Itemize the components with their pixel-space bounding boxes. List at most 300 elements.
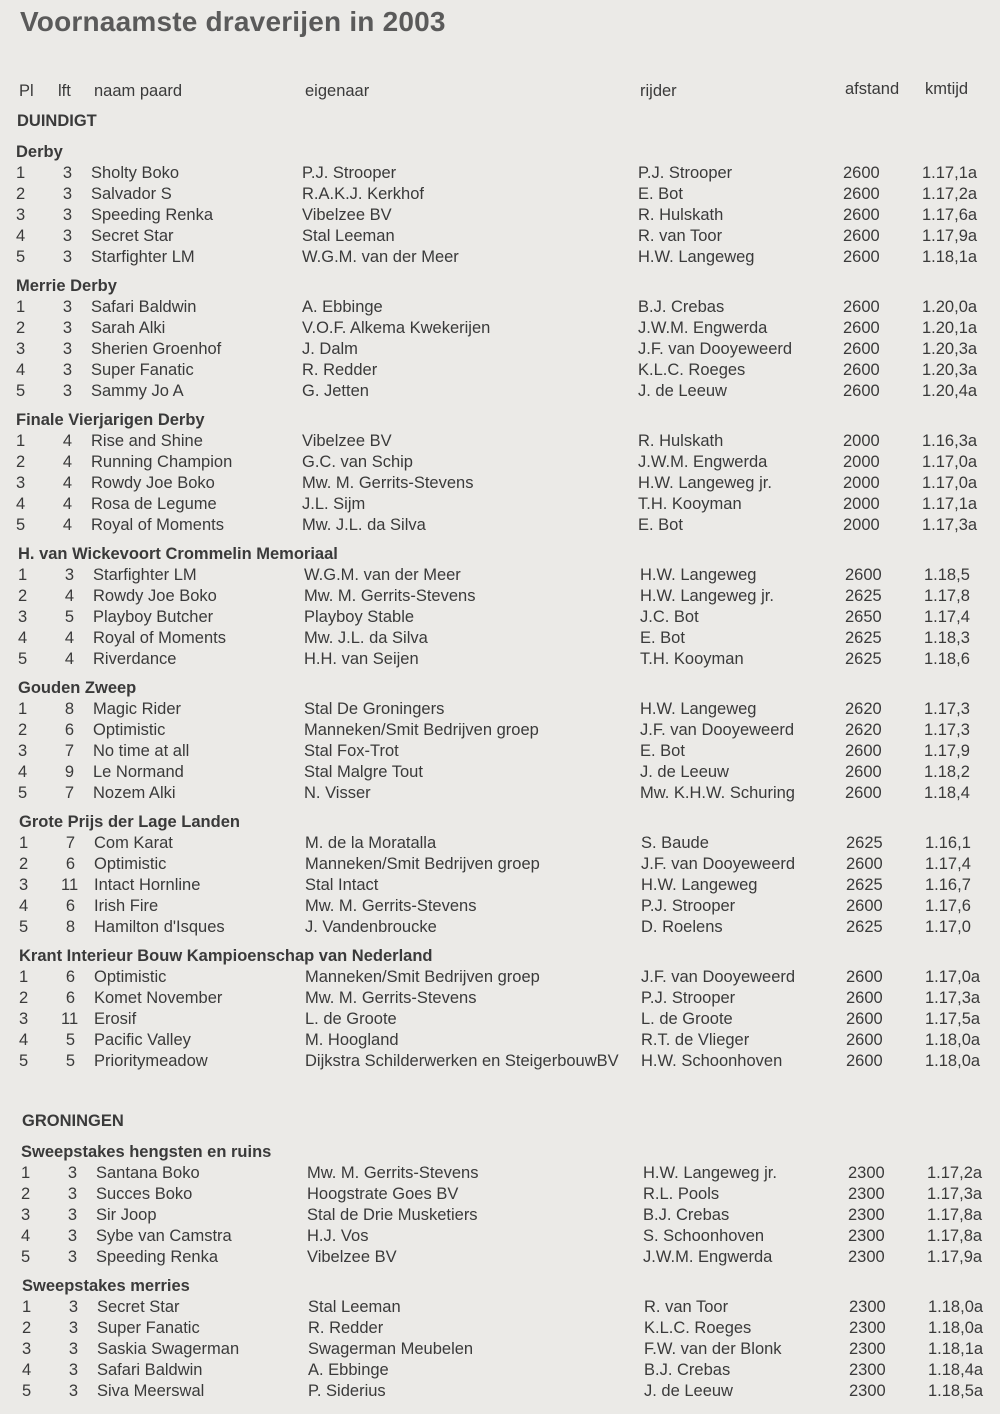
age-cell: 8 <box>65 918 75 936</box>
race-title: Merrie Derby <box>16 277 117 295</box>
place-cell: 3 <box>21 1206 31 1224</box>
horse-name-cell: Succes Boko <box>96 1185 193 1203</box>
owner-cell: W.G.M. van der Meer <box>304 566 461 584</box>
table-row <box>19 967 985 988</box>
place-cell: 2 <box>18 721 28 739</box>
owner-cell: Hoogstrate Goes BV <box>307 1185 459 1203</box>
horse-name-cell: Santana Boko <box>96 1164 200 1182</box>
distance-cell: 2600 <box>843 298 880 316</box>
rider-cell: J. de Leeuw <box>640 763 729 781</box>
rider-cell: J.F. van Dooyeweerd <box>638 340 793 358</box>
table-row <box>16 360 985 381</box>
place-cell: 1 <box>16 298 26 316</box>
rider-cell: J.C. Bot <box>640 608 699 626</box>
horse-name-cell: Sholty Boko <box>91 164 180 182</box>
age-cell: 8 <box>64 700 74 718</box>
distance-cell: 2600 <box>846 1010 883 1028</box>
race-section <box>19 812 985 938</box>
horse-name-cell: Siva Meerswal <box>97 1382 205 1400</box>
table-row <box>22 1381 985 1402</box>
table-row <box>18 783 985 804</box>
age-cell: 9 <box>64 763 74 781</box>
table-row <box>16 205 985 226</box>
horse-name-cell: Prioritymeadow <box>94 1052 208 1070</box>
table-row <box>22 1339 985 1360</box>
header-distance: afstand <box>845 80 900 98</box>
table-row <box>16 226 985 247</box>
table-row <box>19 988 985 1009</box>
distance-cell: 2625 <box>846 918 883 936</box>
km-time-cell: 1.18,5a <box>928 1382 984 1400</box>
rider-cell: J.F. van Dooyeweerd <box>641 968 796 986</box>
place-cell: 5 <box>22 1382 32 1400</box>
owner-cell: Stal Intact <box>305 876 379 894</box>
age-cell: 7 <box>64 784 74 802</box>
race-title: Gouden Zweep <box>18 679 137 697</box>
km-time-cell: 1.18,0a <box>928 1298 984 1316</box>
owner-cell: Manneken/Smit Bedrijven groep <box>304 721 539 739</box>
owner-cell: J. Dalm <box>302 340 358 358</box>
place-cell: 1 <box>16 432 26 450</box>
race-section <box>22 1276 985 1402</box>
race-title: Sweepstakes hengsten en ruins <box>21 1143 272 1161</box>
distance-cell: 2600 <box>846 1052 883 1070</box>
header-time: kmtijd <box>925 80 969 98</box>
age-cell: 4 <box>62 516 72 534</box>
place-cell: 1 <box>16 164 26 182</box>
km-time-cell: 1.17,3 <box>924 700 970 718</box>
place-cell: 4 <box>16 495 26 513</box>
distance-cell: 2600 <box>846 989 883 1007</box>
place-cell: 3 <box>22 1340 32 1358</box>
distance-cell: 2600 <box>846 897 883 915</box>
distance-cell: 2300 <box>849 1298 886 1316</box>
table-row <box>16 163 985 184</box>
rider-cell: J. de Leeuw <box>638 382 727 400</box>
rider-cell: B.J. Crebas <box>644 1361 731 1379</box>
distance-cell: 2625 <box>845 650 882 668</box>
place-cell: 3 <box>16 474 26 492</box>
rider-cell: F.W. van der Blonk <box>644 1340 782 1358</box>
km-time-cell: 1.17,0a <box>922 474 978 492</box>
age-cell: 3 <box>67 1185 77 1203</box>
distance-cell: 2300 <box>849 1340 886 1358</box>
rider-cell: J.F. van Dooyeweerd <box>640 721 795 739</box>
age-cell: 3 <box>62 206 72 224</box>
age-cell: 4 <box>62 453 72 471</box>
place-cell: 2 <box>21 1185 31 1203</box>
km-time-cell: 1.17,8a <box>927 1206 983 1224</box>
header-owner: eigenaar <box>305 82 370 100</box>
place-cell: 4 <box>19 897 29 915</box>
owner-cell: J. Vandenbroucke <box>305 918 437 936</box>
rider-cell: T.H. Kooyman <box>640 650 744 668</box>
age-cell: 6 <box>65 968 75 986</box>
rider-cell: L. de Groote <box>641 1010 733 1028</box>
horse-name-cell: Secret Star <box>97 1298 180 1316</box>
horse-name-cell: Starfighter LM <box>93 566 197 584</box>
place-cell: 4 <box>16 227 26 245</box>
race-section <box>19 946 985 1072</box>
table-row <box>19 1009 985 1030</box>
km-time-cell: 1.20,0a <box>922 298 978 316</box>
race-title: Krant Interieur Bouw Kampioenschap van Nederland <box>19 947 433 965</box>
rider-cell: J. de Leeuw <box>644 1382 733 1400</box>
horse-name-cell: Pacific Valley <box>94 1031 191 1049</box>
owner-cell: Mw. M. Gerrits-Stevens <box>305 897 477 915</box>
owner-cell: Vibelzee BV <box>302 206 392 224</box>
rider-cell: B.J. Crebas <box>638 298 725 316</box>
km-time-cell: 1.17,0a <box>925 968 981 986</box>
place-cell: 5 <box>19 1052 29 1070</box>
table-row <box>19 917 985 938</box>
km-time-cell: 1.18,1a <box>928 1340 984 1358</box>
region-duindigt: DUINDIGT <box>17 112 97 130</box>
table-row <box>16 184 985 205</box>
distance-cell: 2600 <box>843 206 880 224</box>
distance-cell: 2000 <box>843 432 880 450</box>
rider-cell: B.J. Crebas <box>643 1206 730 1224</box>
race-section <box>16 276 985 402</box>
distance-cell: 2625 <box>845 587 882 605</box>
km-time-cell: 1.17,6a <box>922 206 978 224</box>
km-time-cell: 1.18,1a <box>922 248 978 266</box>
horse-name-cell: Riverdance <box>93 650 177 668</box>
table-row <box>16 381 985 402</box>
horse-name-cell: Optimistic <box>94 855 167 873</box>
rider-cell: H.W. Langeweg <box>638 248 755 266</box>
table-row <box>16 473 985 494</box>
age-cell: 7 <box>64 742 74 760</box>
km-time-cell: 1.17,8 <box>924 587 970 605</box>
rider-cell: R.L. Pools <box>643 1185 720 1203</box>
table-row <box>18 565 985 586</box>
distance-cell: 2600 <box>845 763 882 781</box>
rider-cell: R. van Toor <box>644 1298 729 1316</box>
age-cell: 5 <box>65 1031 75 1049</box>
horse-name-cell: Royal of Moments <box>91 516 224 534</box>
header-rider: rijder <box>640 82 677 100</box>
horse-name-cell: Hamilton d'Isques <box>94 918 225 936</box>
km-time-cell: 1.17,5a <box>925 1010 981 1028</box>
horse-name-cell: Sherien Groenhof <box>91 340 222 358</box>
header-name: naam paard <box>94 82 183 100</box>
rider-cell: J.W.M. Engwerda <box>638 319 768 337</box>
table-row <box>16 452 985 473</box>
km-time-cell: 1.17,3a <box>927 1185 983 1203</box>
km-time-cell: 1.17,9 <box>924 742 970 760</box>
distance-cell: 2625 <box>845 629 882 647</box>
distance-cell: 2600 <box>845 566 882 584</box>
table-row <box>18 607 985 628</box>
age-cell: 4 <box>62 495 72 513</box>
km-time-cell: 1.17,6 <box>925 897 971 915</box>
age-cell: 3 <box>62 185 72 203</box>
owner-cell: Stal De Groningers <box>304 700 445 718</box>
page-title: Voornaamste draverijen in 2003 <box>20 6 446 37</box>
distance-cell: 2300 <box>849 1382 886 1400</box>
place-cell: 2 <box>18 587 28 605</box>
table-row <box>19 854 985 875</box>
table-row <box>21 1205 985 1226</box>
owner-cell: P.J. Strooper <box>302 164 397 182</box>
owner-cell: Vibelzee BV <box>302 432 392 450</box>
age-cell: 6 <box>64 721 74 739</box>
horse-name-cell: Rosa de Legume <box>91 495 217 513</box>
place-cell: 2 <box>19 989 29 1007</box>
table-row <box>16 515 985 536</box>
distance-cell: 2600 <box>843 227 880 245</box>
km-time-cell: 1.16,1 <box>925 834 971 852</box>
table-row <box>19 896 985 917</box>
owner-cell: Mw. J.L. da Silva <box>304 629 428 647</box>
owner-cell: W.G.M. van der Meer <box>302 248 459 266</box>
table-row <box>16 339 985 360</box>
table-row <box>18 720 985 741</box>
table-row <box>18 628 985 649</box>
place-cell: 3 <box>19 876 29 894</box>
distance-cell: 2620 <box>845 700 882 718</box>
owner-cell: Dijkstra Schilderwerken en SteigerbouwBV <box>305 1052 619 1070</box>
age-cell: 3 <box>68 1319 78 1337</box>
place-cell: 1 <box>18 700 28 718</box>
horse-name-cell: Sarah Alki <box>91 319 166 337</box>
horse-name-cell: Intact Hornline <box>94 876 201 894</box>
owner-cell: Stal Malgre Tout <box>304 763 423 781</box>
table-row <box>22 1360 985 1381</box>
age-cell: 5 <box>65 1052 75 1070</box>
rider-cell: R. Hulskath <box>638 432 724 450</box>
table-row <box>18 586 985 607</box>
age-cell: 3 <box>64 566 74 584</box>
age-cell: 3 <box>68 1361 78 1379</box>
distance-cell: 2600 <box>843 361 880 379</box>
km-time-cell: 1.17,2a <box>927 1164 983 1182</box>
table-row <box>21 1184 985 1205</box>
owner-cell: Stal Leeman <box>308 1298 401 1316</box>
horse-name-cell: Speeding Renka <box>91 206 214 224</box>
place-cell: 2 <box>22 1319 32 1337</box>
table-row <box>18 741 985 762</box>
owner-cell: H.J. Vos <box>307 1227 369 1245</box>
distance-cell: 2600 <box>846 855 883 873</box>
place-cell: 1 <box>18 566 28 584</box>
owner-cell: M. de la Moratalla <box>305 834 437 852</box>
place-cell: 3 <box>18 608 28 626</box>
rider-cell: J.W.M. Engwerda <box>643 1248 773 1266</box>
place-cell: 4 <box>16 361 26 379</box>
rider-cell: K.L.C. Roeges <box>638 361 746 379</box>
km-time-cell: 1.17,3a <box>922 516 978 534</box>
owner-cell: L. de Groote <box>305 1010 397 1028</box>
horse-name-cell: No time at all <box>93 742 190 760</box>
race-section <box>18 678 985 804</box>
distance-cell: 2620 <box>845 721 882 739</box>
distance-cell: 2300 <box>849 1319 886 1337</box>
distance-cell: 2600 <box>845 742 882 760</box>
horse-name-cell: Komet November <box>94 989 223 1007</box>
horse-name-cell: Super Fanatic <box>91 361 194 379</box>
place-cell: 4 <box>21 1227 31 1245</box>
place-cell: 5 <box>18 650 28 668</box>
horse-name-cell: Saskia Swagerman <box>97 1340 240 1358</box>
header-pl: Pl <box>19 82 34 100</box>
age-cell: 4 <box>64 629 74 647</box>
rider-cell: H.W. Langeweg jr. <box>643 1164 777 1182</box>
rider-cell: P.J. Strooper <box>638 164 733 182</box>
age-cell: 3 <box>62 164 72 182</box>
horse-name-cell: Irish Fire <box>94 897 159 915</box>
rider-cell: H.W. Langeweg jr. <box>638 474 772 492</box>
place-cell: 5 <box>21 1248 31 1266</box>
owner-cell: R. Redder <box>308 1319 384 1337</box>
rider-cell: P.J. Strooper <box>641 989 736 1007</box>
km-time-cell: 1.17,9a <box>922 227 978 245</box>
rider-cell: E. Bot <box>640 629 685 647</box>
km-time-cell: 1.20,1a <box>922 319 978 337</box>
table-row <box>16 318 985 339</box>
horse-name-cell: Playboy Butcher <box>93 608 214 626</box>
age-cell: 4 <box>64 587 74 605</box>
rider-cell: E. Bot <box>638 516 683 534</box>
horse-name-cell: Sybe van Camstra <box>96 1227 232 1245</box>
km-time-cell: 1.18,0a <box>925 1052 981 1070</box>
place-cell: 2 <box>19 855 29 873</box>
place-cell: 5 <box>19 918 29 936</box>
age-cell: 3 <box>62 248 72 266</box>
owner-cell: Mw. M. Gerrits-Stevens <box>305 989 477 1007</box>
age-cell: 3 <box>62 340 72 358</box>
distance-cell: 2300 <box>848 1227 885 1245</box>
owner-cell: Playboy Stable <box>304 608 415 626</box>
km-time-cell: 1.17,8a <box>927 1227 983 1245</box>
race-section <box>16 142 985 268</box>
horse-name-cell: Le Normand <box>93 763 184 781</box>
table-row <box>18 649 985 670</box>
rider-cell: J.F. van Dooyeweerd <box>641 855 796 873</box>
horse-name-cell: Starfighter LM <box>91 248 195 266</box>
place-cell: 2 <box>16 319 26 337</box>
horse-name-cell: Salvador S <box>91 185 172 203</box>
distance-cell: 2300 <box>848 1248 885 1266</box>
horse-name-cell: Safari Baldwin <box>97 1361 203 1379</box>
km-time-cell: 1.16,7 <box>925 876 971 894</box>
horse-name-cell: Royal of Moments <box>93 629 226 647</box>
owner-cell: N. Visser <box>304 784 371 802</box>
owner-cell: R. Redder <box>302 361 378 379</box>
owner-cell: Mw. M. Gerrits-Stevens <box>304 587 476 605</box>
place-cell: 2 <box>16 185 26 203</box>
owner-cell: P. Siderius <box>308 1382 386 1400</box>
owner-cell: A. Ebbinge <box>302 298 383 316</box>
rider-cell: S. Schoonhoven <box>643 1227 765 1245</box>
owner-cell: V.O.F. Alkema Kwekerijen <box>302 319 491 337</box>
owner-cell: Swagerman Meubelen <box>308 1340 474 1358</box>
owner-cell: Mw. J.L. da Silva <box>302 516 426 534</box>
km-time-cell: 1.18,4 <box>924 784 970 802</box>
horse-name-cell: Rowdy Joe Boko <box>91 474 215 492</box>
table-row <box>21 1247 985 1268</box>
age-cell: 3 <box>62 298 72 316</box>
age-cell: 4 <box>64 650 74 668</box>
table-row <box>16 431 985 452</box>
place-cell: 1 <box>22 1298 32 1316</box>
race-section <box>18 544 985 670</box>
age-cell: 3 <box>67 1227 77 1245</box>
age-cell: 3 <box>62 361 72 379</box>
race-title: H. van Wickevoort Crommelin Memoriaal <box>18 545 338 563</box>
owner-cell: Stal de Drie Musketiers <box>307 1206 478 1224</box>
km-time-cell: 1.16,3a <box>922 432 978 450</box>
place-cell: 4 <box>19 1031 29 1049</box>
rider-cell: T.H. Kooyman <box>638 495 742 513</box>
distance-cell: 2300 <box>848 1185 885 1203</box>
age-cell: 6 <box>65 897 75 915</box>
place-cell: 4 <box>22 1361 32 1379</box>
race-title: Finale Vierjarigen Derby <box>16 411 205 429</box>
place-cell: 3 <box>18 742 28 760</box>
age-cell: 3 <box>67 1206 77 1224</box>
km-time-cell: 1.17,1a <box>922 164 978 182</box>
rider-cell: K.L.C. Roeges <box>644 1319 752 1337</box>
place-cell: 3 <box>19 1010 29 1028</box>
place-cell: 1 <box>19 968 29 986</box>
place-cell: 1 <box>19 834 29 852</box>
owner-cell: A. Ebbinge <box>308 1361 389 1379</box>
distance-cell: 2600 <box>843 319 880 337</box>
rider-cell: P.J. Strooper <box>641 897 736 915</box>
place-cell: 2 <box>16 453 26 471</box>
horse-name-cell: Super Fanatic <box>97 1319 200 1337</box>
horse-name-cell: Sir Joop <box>96 1206 157 1224</box>
km-time-cell: 1.18,5 <box>924 566 970 584</box>
horse-name-cell: Rise and Shine <box>91 432 203 450</box>
owner-cell: G.C. van Schip <box>302 453 413 471</box>
place-cell: 5 <box>16 516 26 534</box>
distance-cell: 2625 <box>846 834 883 852</box>
km-time-cell: 1.18,3 <box>924 629 970 647</box>
race-title: Derby <box>16 143 63 161</box>
horse-name-cell: Safari Baldwin <box>91 298 197 316</box>
km-time-cell: 1.17,1a <box>922 495 978 513</box>
km-time-cell: 1.18,4a <box>928 1361 984 1379</box>
race-section <box>16 410 985 536</box>
km-time-cell: 1.18,0a <box>928 1319 984 1337</box>
km-time-cell: 1.17,4 <box>924 608 970 626</box>
table-row <box>19 875 985 896</box>
table-row <box>19 833 985 854</box>
age-cell: 3 <box>67 1248 77 1266</box>
rider-cell: E. Bot <box>638 185 683 203</box>
km-time-cell: 1.20,3a <box>922 340 978 358</box>
place-cell: 4 <box>18 629 28 647</box>
rider-cell: Mw. K.H.W. Schuring <box>640 784 795 802</box>
age-cell: 3 <box>68 1340 78 1358</box>
km-time-cell: 1.18,2 <box>924 763 970 781</box>
distance-cell: 2600 <box>843 340 880 358</box>
owner-cell: Manneken/Smit Bedrijven groep <box>305 855 540 873</box>
owner-cell: Vibelzee BV <box>307 1248 397 1266</box>
km-time-cell: 1.17,3a <box>925 989 981 1007</box>
km-time-cell: 1.17,2a <box>922 185 978 203</box>
rider-cell: R. van Toor <box>638 227 723 245</box>
distance-cell: 2300 <box>848 1206 885 1224</box>
table-row <box>22 1318 985 1339</box>
rider-cell: R. Hulskath <box>638 206 724 224</box>
place-cell: 5 <box>16 382 26 400</box>
horse-name-cell: Erosif <box>94 1010 137 1028</box>
owner-cell: R.A.K.J. Kerkhof <box>302 185 424 203</box>
